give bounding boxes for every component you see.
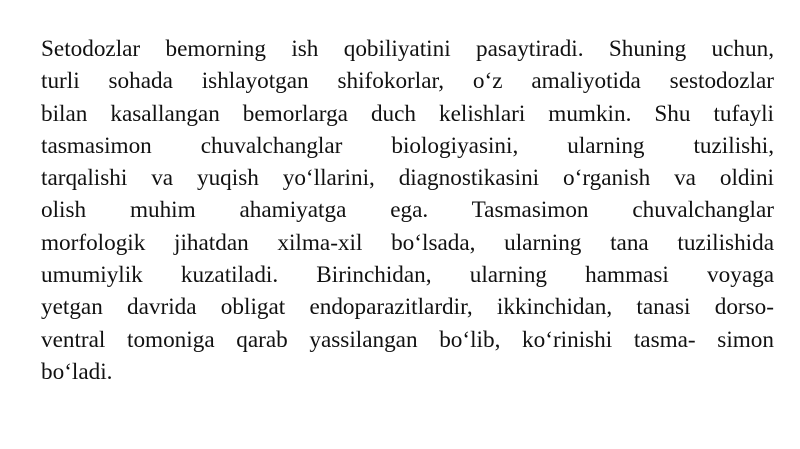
text-line: bilan kasallangan bemorlarga duch kelishlari mumkin. Shu tufayli bbox=[41, 100, 774, 127]
text-line: yetgan davrida obligat endoparazitlardir, ikkinchidan, tanasi dorso- bbox=[41, 294, 774, 321]
text-line: olish muhim ahamiyatga ega. Tasmasimon chuvalchanglar bbox=[41, 197, 774, 224]
text-line: umumiylik kuzatiladi. Birinchidan, ularning hammasi voyaga bbox=[41, 262, 774, 289]
text-line: boʻladi. bbox=[41, 358, 113, 385]
paragraph bbox=[41, 33, 774, 388]
text-line: morfologik jihatdan xilma-xil boʻlsada, ularning tana tuzilishida bbox=[41, 229, 774, 256]
text-line: tasmasimon chuvalchanglar biologiyasini, ularning tuzilishi, bbox=[41, 132, 774, 159]
text-line: turli sohada ishlayotgan shifokorlar, oʻz amaliyotida sestodozlar bbox=[41, 68, 774, 95]
text-line: Setodozlar bemorning ish qobiliyatini pasaytiradi. Shuning uchun, bbox=[41, 36, 774, 62]
text-line: ventral tomoniga qarab yassilangan boʻlib, koʻrinishi tasma- simon bbox=[41, 326, 774, 353]
text-line: tarqalishi va yuqish yoʻllarini, diagnostikasini oʻrganish va oldini bbox=[41, 165, 774, 192]
